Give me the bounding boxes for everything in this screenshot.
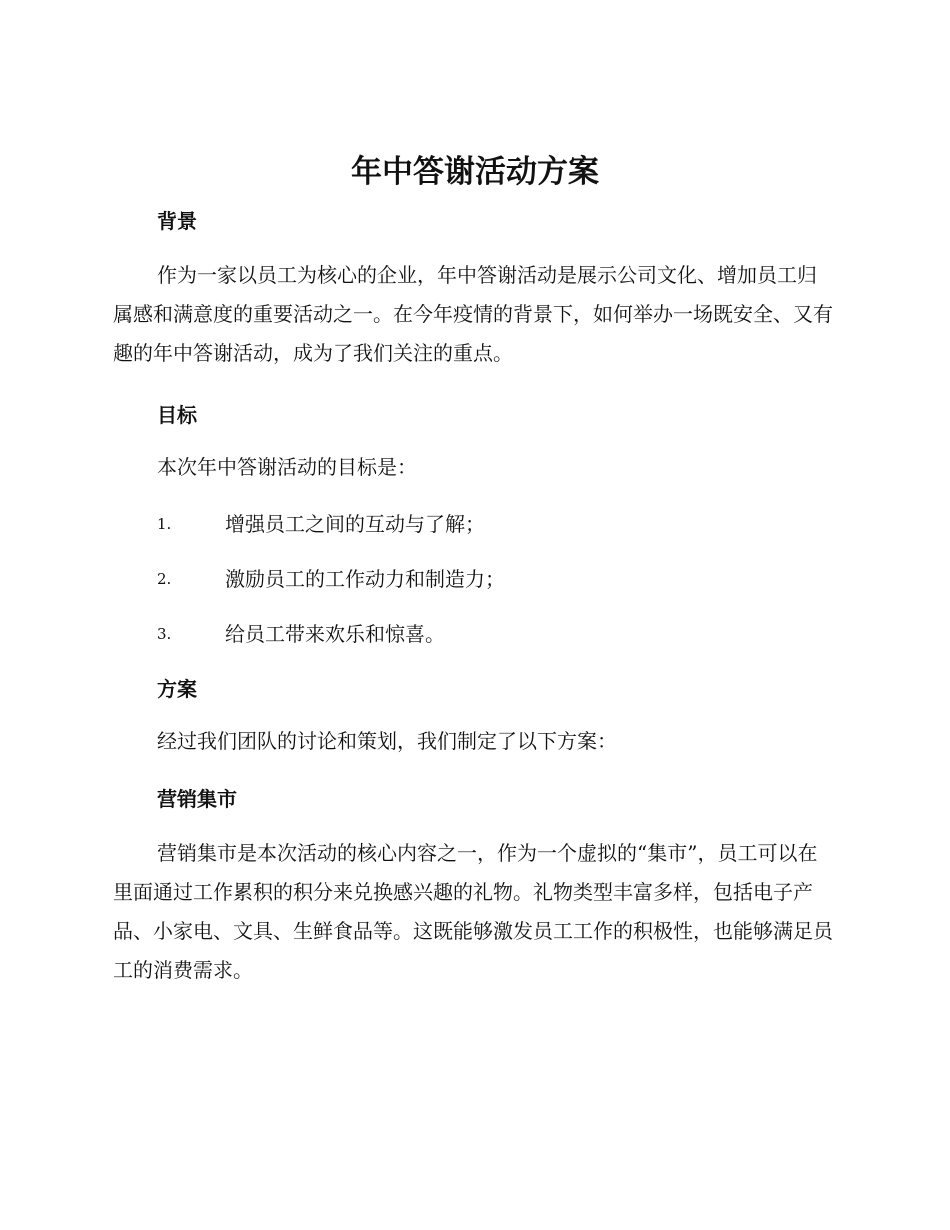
section-heading-plan: 方案 bbox=[157, 677, 197, 701]
background-paragraph: 作为一家以员工为核心的企业，年中答谢活动是展示公司文化、增加员工归属感和满意度的重要活动之一。在今年疫情的背景下，如何举办一场既安全、又有趣的年中答谢活动，成为了我们关注的重点。 bbox=[113, 263, 833, 365]
list-number: 3. bbox=[157, 625, 172, 643]
document-title: 年中答谢活动方案 bbox=[351, 154, 599, 190]
list-text: 激励员工的工作动力和制造力； bbox=[225, 567, 505, 591]
list-number: 1. bbox=[157, 515, 172, 533]
list-text: 增强员工之间的互动与了解； bbox=[225, 512, 485, 536]
market-paragraph: 营销集市是本次活动的核心内容之一，作为一个虚拟的“集市”，员工可以在里面通过工作累积的积分来兑换感兴趣的礼物。礼物类型丰富多样，包括电子产品、小家电、文具、生鲜食品等。这既能够激发员工工作的积极性，也能够满足员工的消费需求。 bbox=[113, 841, 833, 982]
section-heading-goals: 目标 bbox=[157, 403, 197, 427]
plan-intro: 经过我们团队的讨论和策划，我们制定了以下方案： bbox=[157, 729, 617, 753]
list-text: 给员工带来欢乐和惊喜。 bbox=[225, 622, 445, 646]
list-number: 2. bbox=[157, 570, 172, 588]
section-heading-background: 背景 bbox=[157, 209, 197, 233]
goals-intro: 本次年中答谢活动的目标是： bbox=[157, 455, 417, 479]
section-heading-market: 营销集市 bbox=[157, 787, 237, 811]
